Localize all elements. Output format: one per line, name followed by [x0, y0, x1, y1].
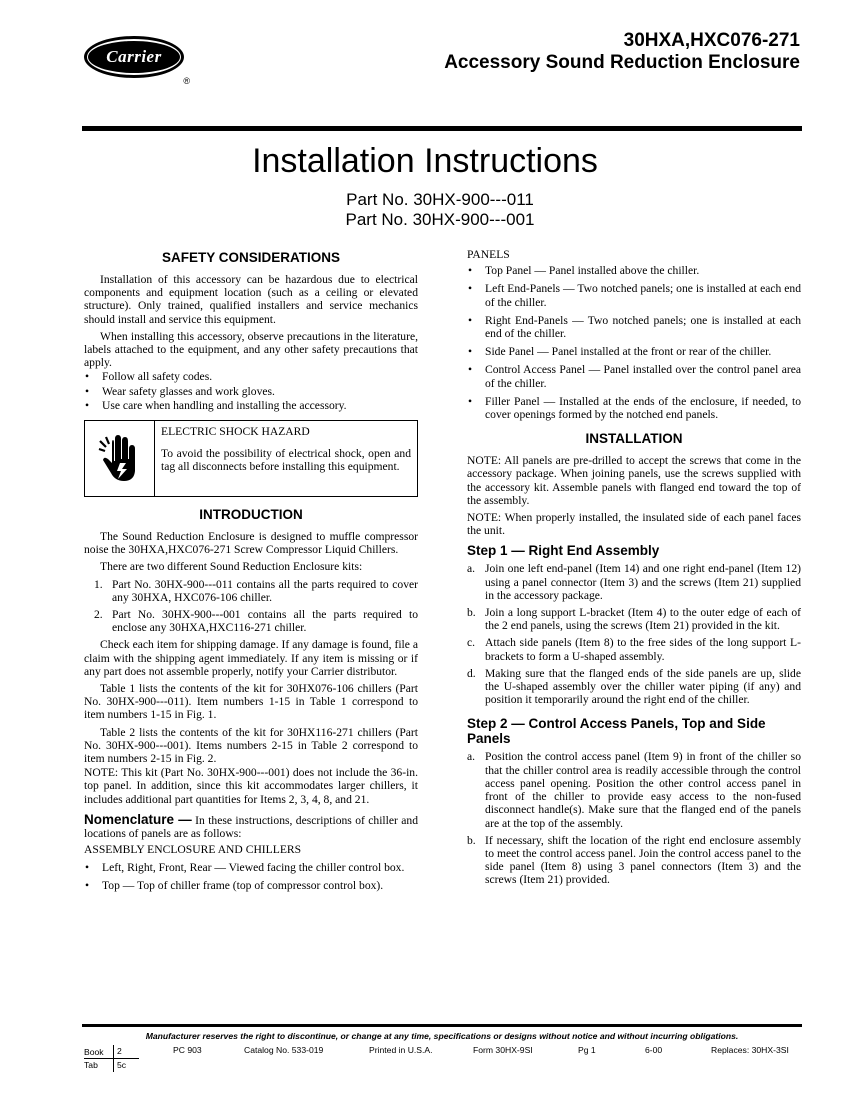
list-item: • Right End-Panels — Two notched panels; one is installed at each end of the chiller. [467, 314, 801, 340]
list-item: • Left, Right, Front, Rear — Viewed facing the chiller control box. [84, 861, 418, 874]
safety-paragraph-2: When installing this accessory, observe precautions in the literature, labels attached to the equipment, and any other safety precautions that apply. [84, 329, 418, 370]
hazard-title: ELECTRIC SHOCK HAZARD [161, 425, 310, 439]
list-item: a. Join one left end-panel (Item 14) and one right end-panel (Item 12) using a panel connector (Item 3) and the screws (Item 21) supplied in the accessory package. [467, 562, 801, 602]
footer-catalog: Catalog No. 533-019 [244, 1045, 324, 1055]
footer-printed: Printed in U.S.A. [369, 1045, 433, 1055]
intro-paragraph-2: There are two different Sound Reduction Enclosure kits: [100, 560, 363, 574]
list-item: c. Attach side panels (Item 8) to the free sides of the long support L-brackets to form a U-shaped assembly. [467, 636, 801, 663]
safety-bullets [84, 370, 418, 412]
safety-heading: SAFETY CONSIDERATIONS [161, 250, 341, 265]
footer-date: 6-00 [645, 1045, 663, 1055]
safety-paragraph-1: Installation of this accessory can be hazardous due to electrical components and equipment location (such as a ceiling or elevated structure). Only trained, qualified installers and service mechanics should install and service this equipment. [84, 273, 418, 326]
list-item: b. If necessary, shift the location of the right end enclosure assembly to meet the control access panel. Join the control access panel to the side panel (Item 8) using 3 panel connectors (Item 3) and the screws (Item 21) provided. [467, 833, 801, 887]
book-tab-box [84, 1045, 139, 1071]
list-item: • Follow all safety codes. [84, 370, 418, 383]
footer-replaces: Replaces: 30HX-3SI [711, 1045, 789, 1055]
right-column [467, 248, 801, 891]
footer-page: Pg 1 [578, 1045, 596, 1055]
step-1-list [467, 562, 801, 706]
step-1-heading: Step 1 — Right End Assembly [467, 543, 660, 559]
list-item: • Use care when handling and installing the accessory. [84, 399, 418, 412]
nomenclature-heading: Nomenclature — [84, 811, 192, 827]
install-note-1: NOTE: All panels are pre-drilled to accept the screws that come in the accessory package. When joining panels, use the screws supplied with the accessory kit. Assemble panels with flanged end toward the top of the assembly. [467, 454, 801, 507]
install-note-2: NOTE: When properly installed, the insulated side of each panel faces the unit. [467, 511, 801, 538]
intro-paragraph-3: Check each item for shipping damage. If any damage is found, file a claim with the shipping agent immediately. If any item is missing or if any part does not assemble properly, notify your Carrier distributor. [84, 638, 418, 678]
page-title: Installation Instructions [252, 142, 598, 180]
footer-rule [82, 1024, 802, 1027]
list-item: • Top — Top of chiller frame (top of compressor control box). [84, 879, 418, 892]
list-item: 1. Part No. 30HX-900---011 contains all the parts required to cover any 30HXA, HXC076-106 chiller. [94, 577, 418, 604]
nomenclature-text: In these instructions, descriptions of chiller and locations of panels are as follows: [84, 813, 418, 841]
list-item: • Side Panel — Panel installed at the front or rear of the chiller. [467, 345, 801, 358]
list-item: • Wear safety glasses and work gloves. [84, 385, 418, 398]
list-item: • Filler Panel — Installed at the ends of the enclosure, if needed, to cover openings formed by the notched end panels. [467, 395, 801, 421]
list-item: a. Position the control access panel (Item 9) in front of the chiller so that the chiller control area is readily accessible through the control access panel opening. Position the other control access panel in front of the chiller to provide easy access to the non-fused disconnect handle(s). Make sure that the flanged end of the panels are at the top of the assembly. [467, 750, 801, 830]
logo-text: Carrier [88, 41, 180, 73]
footer-form: Form 30HX-9SI [473, 1045, 533, 1055]
tab-value: 5c [113, 1059, 139, 1072]
introduction-heading: INTRODUCTION [199, 507, 303, 523]
part-number-2: Part No. 30HX-900---001 [345, 210, 535, 229]
step-2-list [467, 750, 801, 886]
installation-heading: INSTALLATION [585, 431, 683, 447]
intro-paragraph-5: Table 2 lists the contents of the kit for 30HX116-271 chillers (Part No. 30HX-900---001). Items numbers 2-15 in Table 2 correspond to item numbers 2-15 in Fig. 2. [84, 725, 418, 766]
list-item: • Control Access Panel — Panel installed over the control panel area of the chiller. [467, 363, 801, 389]
registered-mark: ® [183, 76, 190, 86]
document-subtitle: Accessory Sound Reduction Enclosure [444, 52, 800, 73]
hazard-text: To avoid the possibility of electrical shock, open and tag all disconnects before installing this equipment. [161, 447, 411, 474]
footer-disclaimer: Manufacturer reserves the right to discontinue, or change at any time, specifications or designs without notice and without incurring obligations. [145, 1031, 739, 1041]
kit-list [84, 578, 418, 635]
book-label: Book [84, 1046, 104, 1057]
assembly-bullets [84, 861, 418, 892]
left-column [84, 248, 418, 897]
intro-paragraph-1: The Sound Reduction Enclosure is designed to muffle compressor noise the 30HXA,HXC076-271 Screw Compressor Liquid Chillers. [84, 530, 418, 557]
nomenclature-paragraph [84, 812, 418, 840]
part-number-1: Part No. 30HX-900---011 [346, 190, 534, 209]
header-rule [82, 126, 802, 131]
assembly-label: ASSEMBLY ENCLOSURE AND CHILLERS [84, 843, 302, 857]
list-item: d. Making sure that the flanged ends of the side panels are up, slide the U-shaped assembly over the chiller water piping (if any) and position it temporarily around the right end of the chiller. [467, 666, 801, 707]
panels-label: PANELS [467, 248, 510, 261]
tab-label: Tab [84, 1060, 98, 1070]
part-numbers [0, 190, 850, 230]
electric-shock-hand-icon [85, 421, 155, 496]
document-header [444, 30, 800, 74]
electric-shock-warning-box [84, 420, 418, 497]
step-2-heading: Step 2 — Control Access Panels, Top and Side Panels [467, 716, 766, 747]
carrier-logo [84, 36, 190, 86]
list-item: b. Join a long support L-bracket (Item 4) to the outer edge of each of the 2 end panels, using the screws (Item 21) provided in the kit. [467, 606, 801, 633]
model-number: 30HXA,HXC076-271 [623, 30, 800, 51]
list-item: • Left End-Panels — Two notched panels; one is installed at each end of the chiller. [467, 282, 801, 308]
footer-pc: PC 903 [173, 1045, 202, 1055]
list-item: 2. Part No. 30HX-900---001 contains all the parts required to enclose any 30HXA,HXC116-271 chiller. [94, 608, 418, 635]
panels-bullets [467, 264, 801, 421]
book-value: 2 [113, 1045, 139, 1058]
intro-note: NOTE: This kit (Part No. 30HX-900---001) does not include the 36-in. top panel. In addition, since this kit accommodates larger chillers, it includes additional part quantities for Items 2, 3, 4, 8, and 21. [84, 766, 418, 806]
intro-paragraph-4: Table 1 lists the contents of the kit for 30HX076-106 chillers (Part No. 30HX-900---011). Item numbers 1-15 in Table 1 correspond to item numbers 1-15 in Fig. 1. [84, 682, 418, 722]
list-item: • Top Panel — Panel installed above the chiller. [467, 264, 801, 277]
